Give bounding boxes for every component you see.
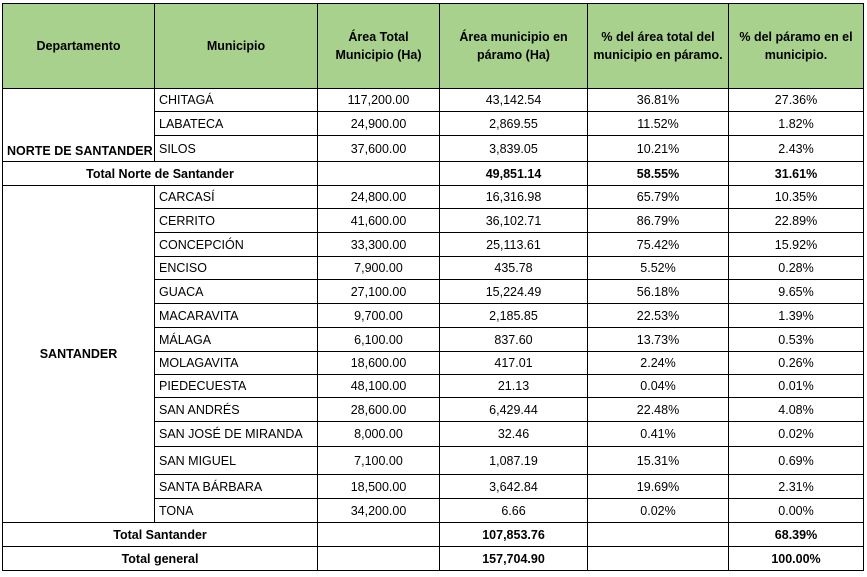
- total-area-paramo-cell: 157,704.90: [440, 547, 588, 571]
- pct-paramo-cell: 2.31%: [729, 475, 864, 499]
- total-pct-area-cell: 58.55%: [588, 162, 729, 186]
- municipio-cell: MÁLAGA: [155, 328, 318, 352]
- total-label-cell: Total general: [3, 547, 318, 571]
- area-paramo-cell: 16,316.98: [440, 186, 588, 209]
- table-body: [3, 89, 864, 571]
- pct-area-cell: 22.53%: [588, 304, 729, 328]
- municipio-cell: CONCEPCIÓN: [155, 233, 318, 257]
- municipio-cell: CERRITO: [155, 209, 318, 233]
- area-paramo-cell: 837.60: [440, 328, 588, 352]
- municipio-cell: SAN MIGUEL: [155, 447, 318, 475]
- total-pct-area-cell: [588, 547, 729, 571]
- municipio-cell: GUACA: [155, 280, 318, 304]
- pct-paramo-cell: 22.89%: [729, 209, 864, 233]
- pct-paramo-cell: 0.53%: [729, 328, 864, 352]
- area-paramo-cell: 32.46: [440, 422, 588, 447]
- pct-paramo-cell: 1.39%: [729, 304, 864, 328]
- pct-paramo-cell: 27.36%: [729, 89, 864, 112]
- area-paramo-cell: 1,087.19: [440, 447, 588, 475]
- header-pct-paramo: % del páramo en el municipio.: [729, 4, 864, 89]
- area-paramo-cell: 6,429.44: [440, 398, 588, 422]
- area-paramo-cell: 435.78: [440, 257, 588, 280]
- pct-paramo-cell: 0.69%: [729, 447, 864, 475]
- area-total-cell: 6,100.00: [318, 328, 440, 352]
- header-area-paramo: Área municipio en páramo (Ha): [440, 4, 588, 89]
- pct-area-cell: 36.81%: [588, 89, 729, 112]
- total-area-paramo-cell: 107,853.76: [440, 523, 588, 547]
- pct-area-cell: 2.24%: [588, 352, 729, 375]
- area-total-cell: 33,300.00: [318, 233, 440, 257]
- total-santander-row: [3, 523, 864, 547]
- municipio-cell: MOLAGAVITA: [155, 352, 318, 375]
- area-paramo-cell: 2,869.55: [440, 112, 588, 136]
- pct-paramo-cell: 1.82%: [729, 112, 864, 136]
- municipio-cell: PIEDECUESTA: [155, 375, 318, 398]
- pct-area-cell: 86.79%: [588, 209, 729, 233]
- pct-paramo-cell: 4.08%: [729, 398, 864, 422]
- area-total-cell: 7,900.00: [318, 257, 440, 280]
- area-paramo-cell: 43,142.54: [440, 89, 588, 112]
- total-label-cell: Total Norte de Santander: [3, 162, 318, 186]
- area-paramo-cell: 3,642.84: [440, 475, 588, 499]
- municipio-cell: ENCISO: [155, 257, 318, 280]
- area-total-cell: 28,600.00: [318, 398, 440, 422]
- pct-area-cell: 56.18%: [588, 280, 729, 304]
- area-total-cell: 18,600.00: [318, 352, 440, 375]
- pct-area-cell: 0.04%: [588, 375, 729, 398]
- area-paramo-cell: 6.66: [440, 499, 588, 523]
- pct-paramo-cell: 15.92%: [729, 233, 864, 257]
- area-total-cell: 117,200.00: [318, 89, 440, 112]
- header-row: [3, 4, 864, 89]
- total-area-total-cell: [318, 547, 440, 571]
- area-paramo-cell: 3,839.05: [440, 136, 588, 162]
- total-pct-paramo-cell: 31.61%: [729, 162, 864, 186]
- total-general-row: [3, 547, 864, 571]
- total-label-cell: Total Santander: [3, 523, 318, 547]
- municipio-cell: CHITAGÁ: [155, 89, 318, 112]
- header-pct-area: % del área total del municipio en páramo.: [588, 4, 729, 89]
- pct-area-cell: 65.79%: [588, 186, 729, 209]
- pct-area-cell: 22.48%: [588, 398, 729, 422]
- pct-area-cell: 5.52%: [588, 257, 729, 280]
- pct-area-cell: 0.41%: [588, 422, 729, 447]
- paramo-area-table: [2, 3, 864, 571]
- area-paramo-cell: 15,224.49: [440, 280, 588, 304]
- pct-paramo-cell: 0.00%: [729, 499, 864, 523]
- department-cell: NORTE DE SANTANDER: [3, 89, 155, 162]
- pct-paramo-cell: 2.43%: [729, 136, 864, 162]
- table-row: [3, 186, 864, 209]
- area-paramo-cell: 25,113.61: [440, 233, 588, 257]
- area-total-cell: 7,100.00: [318, 447, 440, 475]
- total-area-paramo-cell: 49,851.14: [440, 162, 588, 186]
- area-total-cell: 37,600.00: [318, 136, 440, 162]
- pct-area-cell: 15.31%: [588, 447, 729, 475]
- area-paramo-cell: 417.01: [440, 352, 588, 375]
- area-total-cell: 8,000.00: [318, 422, 440, 447]
- pct-area-cell: 11.52%: [588, 112, 729, 136]
- municipio-cell: SAN ANDRÉS: [155, 398, 318, 422]
- pct-area-cell: 0.02%: [588, 499, 729, 523]
- total-pct-paramo-cell: 100.00%: [729, 547, 864, 571]
- municipio-cell: SAN JOSÉ DE MIRANDA: [155, 422, 318, 447]
- municipio-cell: SANTA BÁRBARA: [155, 475, 318, 499]
- area-total-cell: 24,800.00: [318, 186, 440, 209]
- area-paramo-cell: 2,185.85: [440, 304, 588, 328]
- total-norte-row: [3, 162, 864, 186]
- municipio-cell: SILOS: [155, 136, 318, 162]
- pct-paramo-cell: 0.26%: [729, 352, 864, 375]
- pct-area-cell: 13.73%: [588, 328, 729, 352]
- pct-paramo-cell: 10.35%: [729, 186, 864, 209]
- pct-paramo-cell: 0.28%: [729, 257, 864, 280]
- header-municipio: Municipio: [155, 4, 318, 89]
- area-total-cell: 41,600.00: [318, 209, 440, 233]
- area-total-cell: 18,500.00: [318, 475, 440, 499]
- area-paramo-cell: 36,102.71: [440, 209, 588, 233]
- total-area-total-cell: [318, 523, 440, 547]
- pct-paramo-cell: 0.01%: [729, 375, 864, 398]
- area-total-cell: 34,200.00: [318, 499, 440, 523]
- pct-area-cell: 19.69%: [588, 475, 729, 499]
- area-paramo-cell: 21.13: [440, 375, 588, 398]
- pct-area-cell: 75.42%: [588, 233, 729, 257]
- header-area-total: Área Total Municipio (Ha): [318, 4, 440, 89]
- area-total-cell: 27,100.00: [318, 280, 440, 304]
- municipio-cell: LABATECA: [155, 112, 318, 136]
- area-total-cell: 24,900.00: [318, 112, 440, 136]
- municipio-cell: MACARAVITA: [155, 304, 318, 328]
- pct-paramo-cell: 9.65%: [729, 280, 864, 304]
- total-pct-paramo-cell: 68.39%: [729, 523, 864, 547]
- municipio-cell: CARCASÍ: [155, 186, 318, 209]
- total-area-total-cell: [318, 162, 440, 186]
- municipio-cell: TONA: [155, 499, 318, 523]
- area-total-cell: 48,100.00: [318, 375, 440, 398]
- pct-paramo-cell: 0.02%: [729, 422, 864, 447]
- department-cell: SANTANDER: [3, 186, 155, 523]
- area-total-cell: 9,700.00: [318, 304, 440, 328]
- table-row: [3, 89, 864, 112]
- total-pct-area-cell: [588, 523, 729, 547]
- pct-area-cell: 10.21%: [588, 136, 729, 162]
- header-departamento: Departamento: [3, 4, 155, 89]
